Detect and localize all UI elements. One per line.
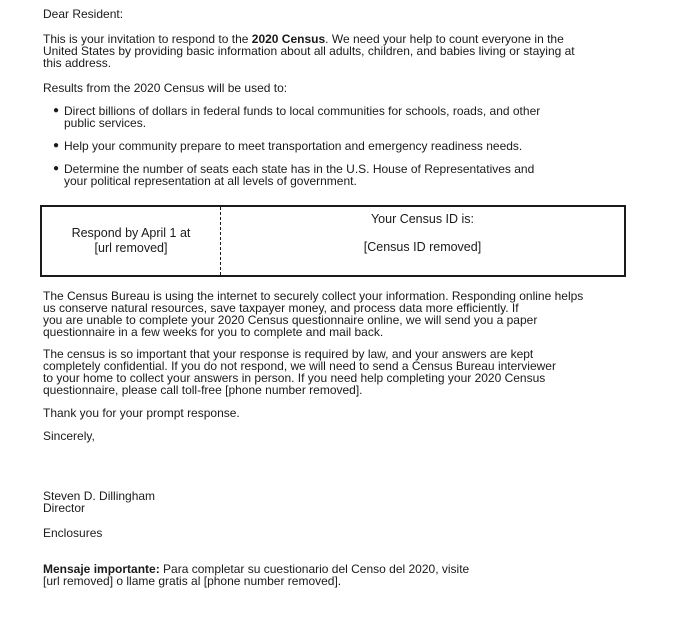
census-id-value: [Census ID removed]	[363, 240, 482, 254]
closing: Sincerely,	[43, 429, 95, 443]
list-item-line: public services.	[64, 116, 147, 130]
intro-line1-end: . We need your help to count everyone in the	[325, 32, 564, 46]
census-id-cell	[221, 207, 624, 275]
online-line: you are unable to complete your 2020 Census questionnaire online, we will send you a paper	[43, 313, 538, 327]
law-line: The census is so important that your response is required by law, and your answers are kept	[43, 347, 534, 361]
respond-by-text	[72, 226, 191, 256]
bullet-icon: ●	[53, 140, 60, 151]
intro-line2: United States by providing basic information about all adults, children, and babies living or staying at	[43, 44, 575, 58]
salutation: Dear Resident:	[43, 7, 124, 21]
spanish-message	[43, 563, 633, 587]
list-item	[43, 140, 633, 152]
uses-lead: Results from the 2020 Census will be used to:	[43, 81, 288, 95]
bullet-icon: ●	[53, 105, 60, 116]
list-item-line: Direct billions of dollars in federal funds to local communities for schools, roads, and other	[64, 104, 541, 118]
list-item	[43, 163, 633, 187]
intro-census-emphasis: 2020 Census	[251, 32, 326, 46]
list-item-line: Help your community prepare to meet transportation and emergency readiness needs.	[64, 139, 523, 153]
list-item	[43, 105, 633, 129]
respond-by-cell	[42, 207, 221, 275]
spanish-message-heading: Mensaje importante:	[43, 562, 160, 576]
spanish-line2: [url removed] o llame gratis al [phone number removed].	[43, 574, 342, 588]
signer-name: Steven D. Dillingham	[43, 489, 156, 503]
online-paragraph	[43, 290, 633, 338]
intro-paragraph	[43, 33, 633, 69]
law-line: completely confidential. If you do not respond, we will need to send a Census Bureau interviewer	[43, 359, 556, 373]
spanish-line1: Para completar su cuestionario del Censo del 2020, visite	[159, 562, 470, 576]
intro-line3: this address.	[43, 56, 112, 70]
respond-by-date: Respond by April 1 at	[71, 226, 191, 240]
response-box	[40, 205, 626, 277]
signer-title: Director	[43, 501, 86, 515]
online-line: The Census Bureau is using the internet to securely collect your information. Responding online helps	[43, 289, 584, 303]
law-line: to your home to collect your answers in person. If you need help completing your 2020 Census	[43, 371, 546, 385]
bullet-icon: ●	[53, 163, 60, 174]
online-line: questionnaire in a few weeks for you to complete and mail back.	[43, 325, 384, 339]
list-item-line: your political representation at all levels of government.	[64, 174, 357, 188]
law-line: questionnaire, please call toll-free [phone number removed].	[43, 383, 363, 397]
respond-url: [url removed]	[94, 241, 168, 255]
law-paragraph	[43, 348, 633, 396]
uses-list	[43, 105, 633, 187]
thanks-line: Thank you for your prompt response.	[43, 406, 240, 420]
letter-body	[43, 290, 633, 587]
intro-text-start: This is your invitation to respond to the	[43, 32, 252, 46]
letter	[43, 7, 633, 255]
enclosures: Enclosures	[43, 526, 103, 540]
census-id-label: Your Census ID is:	[370, 212, 475, 226]
signature-block	[43, 490, 633, 514]
list-item-line: Determine the number of seats each state has in the U.S. House of Representatives and	[64, 162, 535, 176]
online-line: us conserve natural resources, save taxpayer money, and process data more efficiently. If	[43, 301, 519, 315]
